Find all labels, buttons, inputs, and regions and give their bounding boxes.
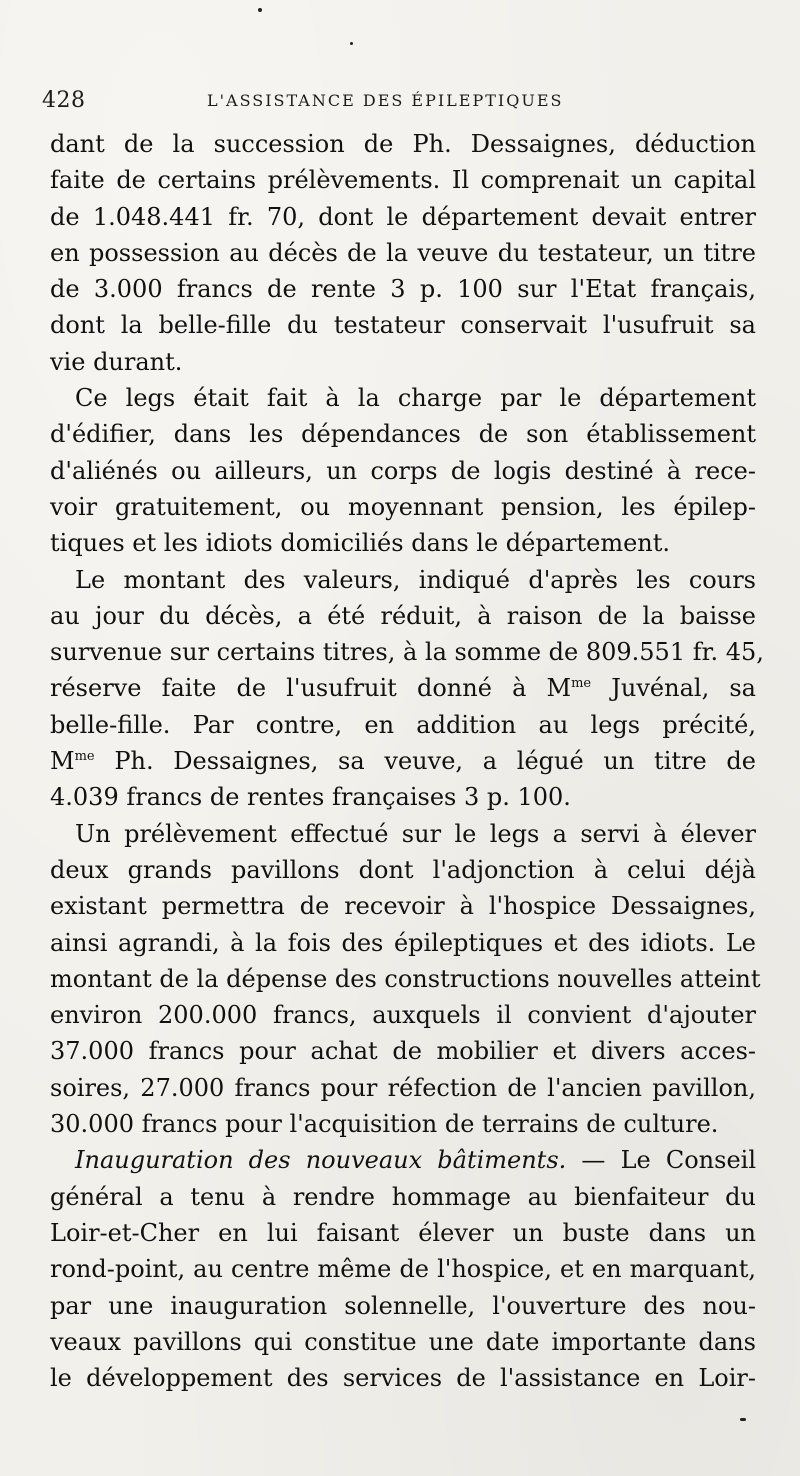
text-fragment: — Le Conseil [566, 1146, 756, 1175]
text-line: survenue sur certains titres, à la somme de 809.551 fr. 45, [50, 638, 764, 667]
text-line: au jour du décès, a été réduit, à raison de la baisse [50, 601, 756, 630]
text-line: 30.000 francs pour l'acquisition de terrains de culture. [50, 1110, 719, 1139]
text-line [50, 743, 756, 779]
ink-speck [258, 8, 262, 12]
text-line: Ce legs était fait à la charge par le département [75, 384, 756, 413]
page-header [42, 88, 762, 112]
text-line: rond-point, au centre même de l'hospice, et en marquant, [50, 1255, 756, 1284]
text-line: Le montant des valeurs, indiqué d'après les cours [75, 565, 756, 594]
section-heading: Inauguration des nouveaux bâtiments. [75, 1146, 567, 1175]
text-line: dont la belle-fille du testateur conservait l'usufruit sa [50, 311, 756, 340]
text-fragment: réserve faite de l'usufruit donné à M [50, 674, 572, 703]
text-line: voir gratuitement, ou moyennant pension, les épilep- [50, 492, 756, 521]
text-line: d'aliénés ou ailleurs, un corps de logis destiné à rece- [50, 456, 756, 485]
text-line: Loir-et-Cher en lui faisant élever un buste dans un [50, 1218, 756, 1247]
text-line: existant permettra de recevoir à l'hospice Dessaignes, [50, 892, 756, 921]
text-line: deux grands pavillons dont l'adjonction à celui déjà [50, 855, 756, 884]
text-line: belle-fille. Par contre, en addition au legs précité, [50, 710, 756, 739]
text-line: par une inauguration solennelle, l'ouverture des nou- [50, 1291, 756, 1320]
running-head: L'ASSISTANCE DES ÉPILEPTIQUES [207, 91, 564, 110]
text-line: en possession au décès de la veuve du testateur, un titre [50, 238, 756, 267]
text-fragment: M [50, 747, 75, 776]
text-line: soires, 27.000 francs pour réfection de l'ancien pavillon, [50, 1073, 756, 1102]
text-line: tiques et les idiots domiciliés dans le département. [50, 529, 671, 558]
text-line [50, 670, 756, 706]
text-line: d'édifier, dans les dépendances de son établissement [50, 420, 756, 449]
page-number: 428 [42, 88, 86, 113]
superscript: me [571, 676, 592, 692]
text-line: montant de la dépense des constructions nouvelles atteint [50, 964, 761, 993]
text-line: de 3.000 francs de rente 3 p. 100 sur l'Etat français, [50, 275, 756, 304]
text-line: le développement des services de l'assistance en Loir- [50, 1364, 756, 1393]
text-line: de 1.048.441 fr. 70, dont le département devait entrer [50, 202, 756, 231]
text-fragment: Juvénal, sa [591, 674, 756, 703]
text-line [50, 1142, 756, 1178]
superscript: me [74, 749, 95, 765]
text-line: 4.039 francs de rentes françaises 3 p. 100. [50, 783, 571, 812]
text-line: Un prélèvement effectué sur le legs a servi à élever [75, 819, 756, 848]
text-line: 37.000 francs pour achat de mobilier et divers acces- [50, 1037, 756, 1066]
ink-speck [740, 1418, 746, 1421]
text-line: vie durant. [50, 347, 183, 376]
body-text [50, 126, 764, 1396]
text-line: environ 200.000 francs, auxquels il convient d'ajouter [50, 1001, 756, 1030]
text-line: dant de la succession de Ph. Dessaignes, déduction [50, 130, 756, 158]
text-line: général a tenu à rendre hommage au bienfaiteur du [50, 1182, 756, 1211]
ink-speck [350, 42, 353, 45]
text-fragment: Ph. Dessaignes, sa veuve, a légué un titre de [94, 747, 756, 776]
text-line: ainsi agrandi, à la fois des épileptiques et des idiots. Le [50, 928, 756, 957]
text-line: faite de certains prélèvements. Il comprenait un capital [50, 166, 756, 195]
text-line: veaux pavillons qui constitue une date importante dans [50, 1327, 756, 1356]
